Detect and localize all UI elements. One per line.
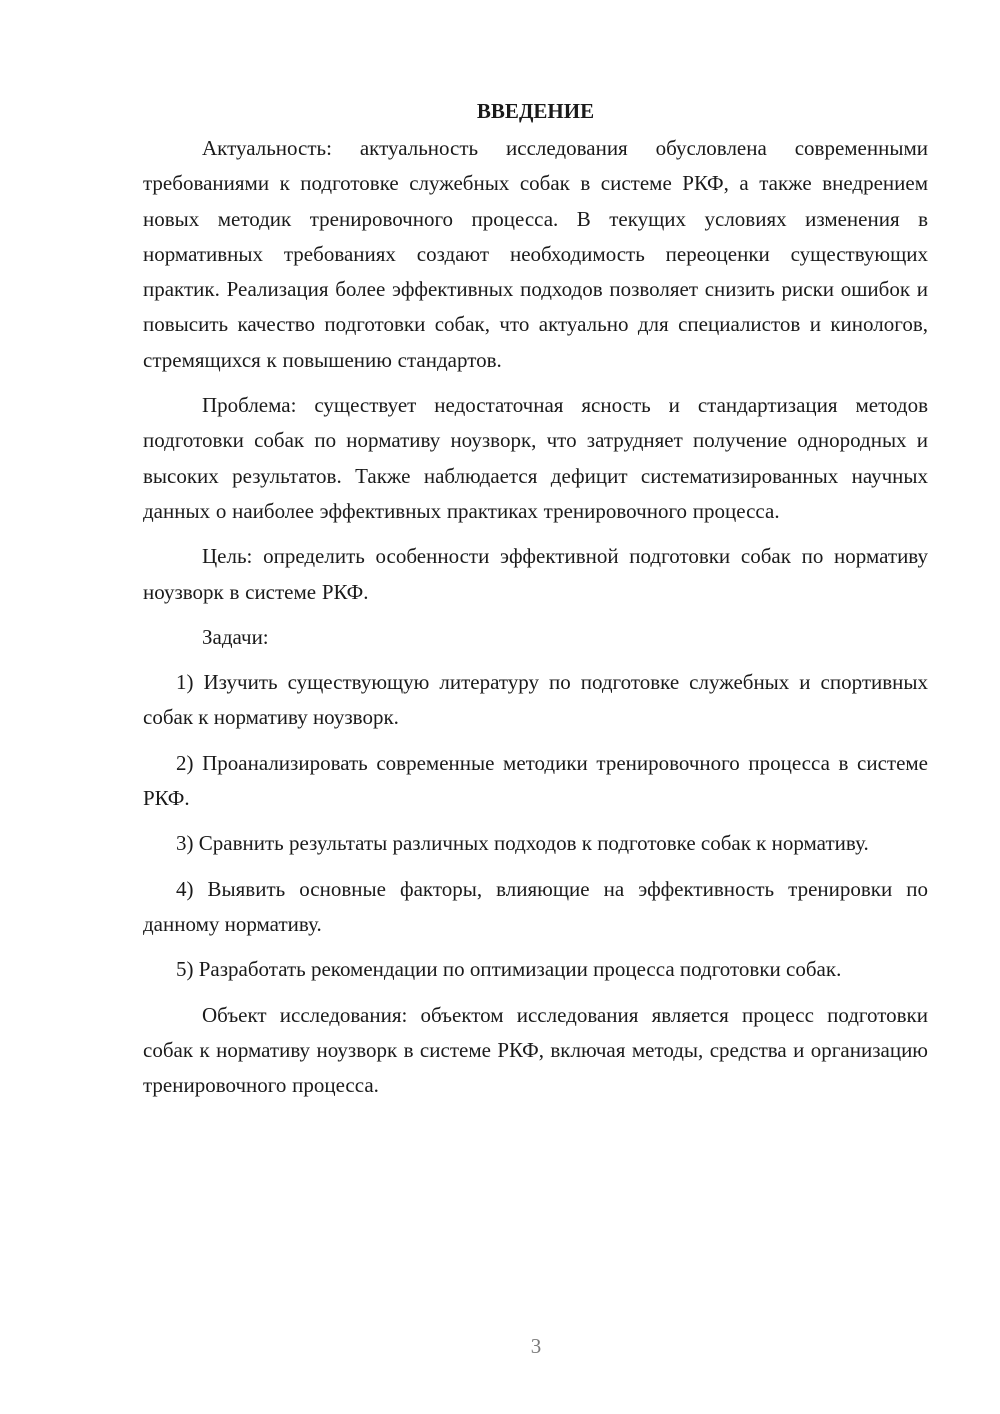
task-item: 2) Проанализировать современные методики тренировочного процесса в системе РКФ. [143, 750, 928, 811]
task-item: 3) Сравнить результаты различных подходов к подготовке собак к нормативу. [176, 831, 869, 856]
task-item: 1) Изучить существующую литературу по подготовке служебных и спортивных собак к нормативу ноузворк. [143, 670, 928, 730]
paragraph-goal: Цель: определить особенности эффективной подготовки собак по нормативу ноузворк в системе РКФ. [143, 544, 928, 604]
task-item: 5) Разработать рекомендации по оптимизации процесса подготовки собак. [176, 957, 842, 982]
paragraph-object: Объект исследования: объектом исследования является процесс подготовки собак к нормативу ноузворк в системе РКФ, включая методы, средства и организацию тренировочного процесса. [143, 1002, 928, 1098]
task-item: 4) Выявить основные факторы, влияющие на эффективность тренировки по данному нормативу. [143, 876, 928, 936]
page-title: ВВЕДЕНИЕ [476, 99, 595, 123]
paragraph-relevance: Актуальность: актуальность исследования обусловлена современными требованиями к подготовке служебных собак в системе РКФ, а также внедрением новых методик тренировочного процесса. В текущих условиях изменения в нормативных требованиях создают необходимость переоценки существующих практик. Реализация более эффективных подходов позволяет снизить риски ошибок и повысить качество подготовки собак, что актуально для специалистов и кинологов, стремящихся к повышению стандартов. [143, 136, 928, 372]
paragraph-problem: Проблема: существует недостаточная ясность и стандартизация методов подготовки собак по нормативу ноузворк, что затрудняет получение однородных и высоких результатов. Также наблюдается дефицит систематизированных научных данных о наиболее эффективных практиках тренировочного процесса. [143, 393, 928, 523]
paragraph-tasks-heading: Задачи: [202, 624, 269, 649]
page-number: 3 [530, 1334, 542, 1358]
page-content [143, 94, 928, 1113]
